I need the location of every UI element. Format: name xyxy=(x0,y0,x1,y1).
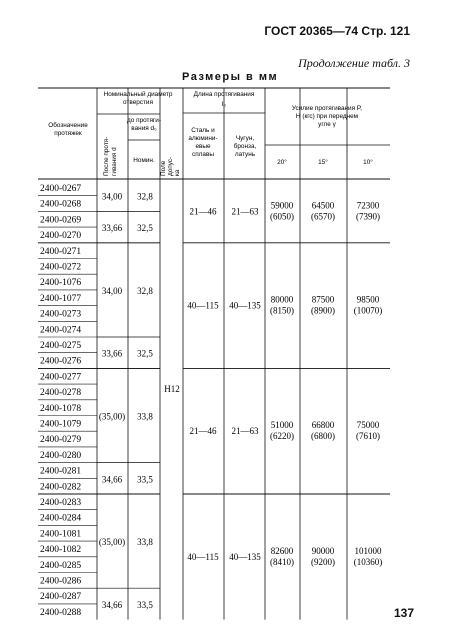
before-broach-header: до протяги- xyxy=(127,117,161,124)
length-header: Длина протягивания xyxy=(193,91,255,98)
before-broach-value: 33,5 xyxy=(137,599,153,610)
designation-cell: 2400-0272 xyxy=(40,262,82,273)
continuation-label: Продолжение табл. 3 xyxy=(298,56,410,70)
after-broach-header: гивания d xyxy=(111,147,118,176)
after-broach-value: (35,00) xyxy=(98,537,126,548)
designation-cell: 2400-1082 xyxy=(40,545,82,556)
designation-cell: 2400-0282 xyxy=(40,482,82,493)
force-10-value: 98500 xyxy=(356,294,380,305)
after-broach-header: После протя- xyxy=(103,136,110,176)
designation-cell: 2400-1077 xyxy=(40,293,82,304)
force-10-value: 101000 xyxy=(354,545,382,556)
nominal-diameter-header: Номинальный диаметр xyxy=(103,91,173,98)
designation-cell: 2400-0271 xyxy=(40,246,82,257)
iron-length-value: 21—63 xyxy=(231,206,259,217)
force-15-value: 64500 xyxy=(311,200,335,211)
before-broach-header: вания d₀ xyxy=(131,125,157,132)
designation-cell: 2400-0279 xyxy=(40,435,82,446)
force-15-value: 87500 xyxy=(311,294,335,305)
angle-10-header: 10° xyxy=(363,159,373,166)
force-header: Усилие протягивания P, xyxy=(291,105,363,112)
force-10-kgf-value: (7610) xyxy=(356,431,380,442)
after-broach-value: 34,66 xyxy=(101,474,123,485)
steel-length-value: 40—115 xyxy=(187,551,219,562)
designation-cell: 2400-0274 xyxy=(40,325,82,336)
force-15-kgf-value: (6570) xyxy=(311,211,335,222)
tolerance-header: Поле xyxy=(160,160,167,176)
force-10-value: 72300 xyxy=(356,200,380,211)
iron-header: бронза, xyxy=(233,143,257,150)
steel-header: евые xyxy=(195,143,211,150)
page-number: 137 xyxy=(394,606,415,620)
designation-cell: 2400-0268 xyxy=(40,199,82,210)
force-20-value: 82600 xyxy=(270,545,294,556)
force-10-kgf-value: (10360) xyxy=(353,556,383,567)
angle-20-header: 20° xyxy=(277,159,287,166)
designation-cell: 2400-1076 xyxy=(40,278,82,289)
nominal-header: Номин. xyxy=(133,157,155,164)
force-15-kgf-value: (6800) xyxy=(311,431,335,442)
force-10-kgf-value: (10070) xyxy=(353,305,383,316)
sizes-caption: Размеры в мм xyxy=(182,71,279,83)
standard-header: ГОСТ 20365—74 Стр. 121 xyxy=(264,24,410,38)
before-broach-value: 32,8 xyxy=(137,285,153,296)
steel-length-value: 21—46 xyxy=(189,206,217,217)
before-broach-value: 33,5 xyxy=(137,474,153,485)
force-15-kgf-value: (9200) xyxy=(311,556,335,567)
after-broach-value: 34,00 xyxy=(101,285,123,296)
steel-length-value: 21—46 xyxy=(189,426,217,437)
designation-cell: 2400-0276 xyxy=(40,356,82,367)
iron-length-value: 40—135 xyxy=(229,551,261,562)
steel-header: алюмини- xyxy=(188,135,218,142)
before-broach-value: 33,8 xyxy=(137,411,153,422)
force-20-value: 59000 xyxy=(270,200,294,211)
after-broach-value: 34,00 xyxy=(101,191,123,202)
steel-header: Сталь и xyxy=(191,127,215,134)
force-15-value: 66800 xyxy=(311,420,335,431)
before-broach-value: 32,5 xyxy=(137,223,153,234)
tolerance-header: ка xyxy=(174,169,181,176)
designation-header: Обозначение xyxy=(48,122,88,129)
force-20-kgf-value: (6220) xyxy=(270,431,294,442)
iron-header: Чугун, xyxy=(235,135,255,142)
force-20-value: 80000 xyxy=(270,294,294,305)
designation-cell: 2400-0267 xyxy=(40,184,82,194)
designation-cell: 2400-0288 xyxy=(40,607,82,618)
tolerance-header: допус- xyxy=(167,156,174,176)
force-header: Н (кгс) при переднем xyxy=(295,113,359,120)
after-broach-value: 33,66 xyxy=(101,223,123,234)
force-10-kgf-value: (7390) xyxy=(356,211,380,222)
steel-length-value: 40—115 xyxy=(187,300,219,311)
designation-cell: 2400-0286 xyxy=(40,576,82,587)
designation-cell: 2400-1079 xyxy=(40,419,82,430)
nominal-diameter-header: отверстия xyxy=(123,99,153,106)
after-broach-value: 34,66 xyxy=(101,599,123,610)
length-header: l₀ xyxy=(221,101,227,108)
before-broach-value: 32,8 xyxy=(137,191,153,202)
force-15-kgf-value: (8900) xyxy=(311,305,335,316)
iron-length-value: 21—63 xyxy=(231,426,259,437)
designation-header: протяжек xyxy=(54,130,82,137)
designation-cell: 2400-0273 xyxy=(40,309,82,320)
force-15-value: 90000 xyxy=(311,545,335,556)
designation-cell: 2400-0269 xyxy=(40,215,82,226)
steel-header: сплавы xyxy=(192,151,214,158)
before-broach-value: 33,8 xyxy=(137,537,153,548)
designation-cell: 2400-1078 xyxy=(40,403,82,414)
force-10-value: 75000 xyxy=(356,420,380,431)
force-20-kgf-value: (8150) xyxy=(270,305,294,316)
designation-cell: 2400-0280 xyxy=(40,450,82,461)
angle-15-header: 15° xyxy=(318,159,328,166)
tolerance-value: H12 xyxy=(164,384,180,395)
force-20-value: 51000 xyxy=(270,420,294,431)
iron-length-value: 40—135 xyxy=(229,300,261,311)
designation-cell: 2400-0284 xyxy=(40,513,82,524)
designation-cell: 2400-0270 xyxy=(40,231,82,242)
force-header: угле γ xyxy=(318,121,336,128)
designation-cell: 2400-0287 xyxy=(40,592,82,603)
iron-header: латунь xyxy=(234,151,256,158)
designation-cell: 2400-0277 xyxy=(40,372,82,383)
designation-cell: 2400-0283 xyxy=(40,498,82,508)
designation-cell: 2400-0285 xyxy=(40,560,82,571)
before-broach-value: 32,5 xyxy=(137,348,153,359)
designation-cell: 2400-0275 xyxy=(40,341,82,351)
designation-cell: 2400-1081 xyxy=(40,529,82,540)
force-20-kgf-value: (6050) xyxy=(270,211,294,222)
designation-cell: 2400-0281 xyxy=(40,466,82,477)
force-20-kgf-value: (8410) xyxy=(270,556,294,567)
designation-cell: 2400-0278 xyxy=(40,388,82,399)
after-broach-value: 33,66 xyxy=(101,348,123,359)
after-broach-value: (35,00) xyxy=(98,411,126,422)
